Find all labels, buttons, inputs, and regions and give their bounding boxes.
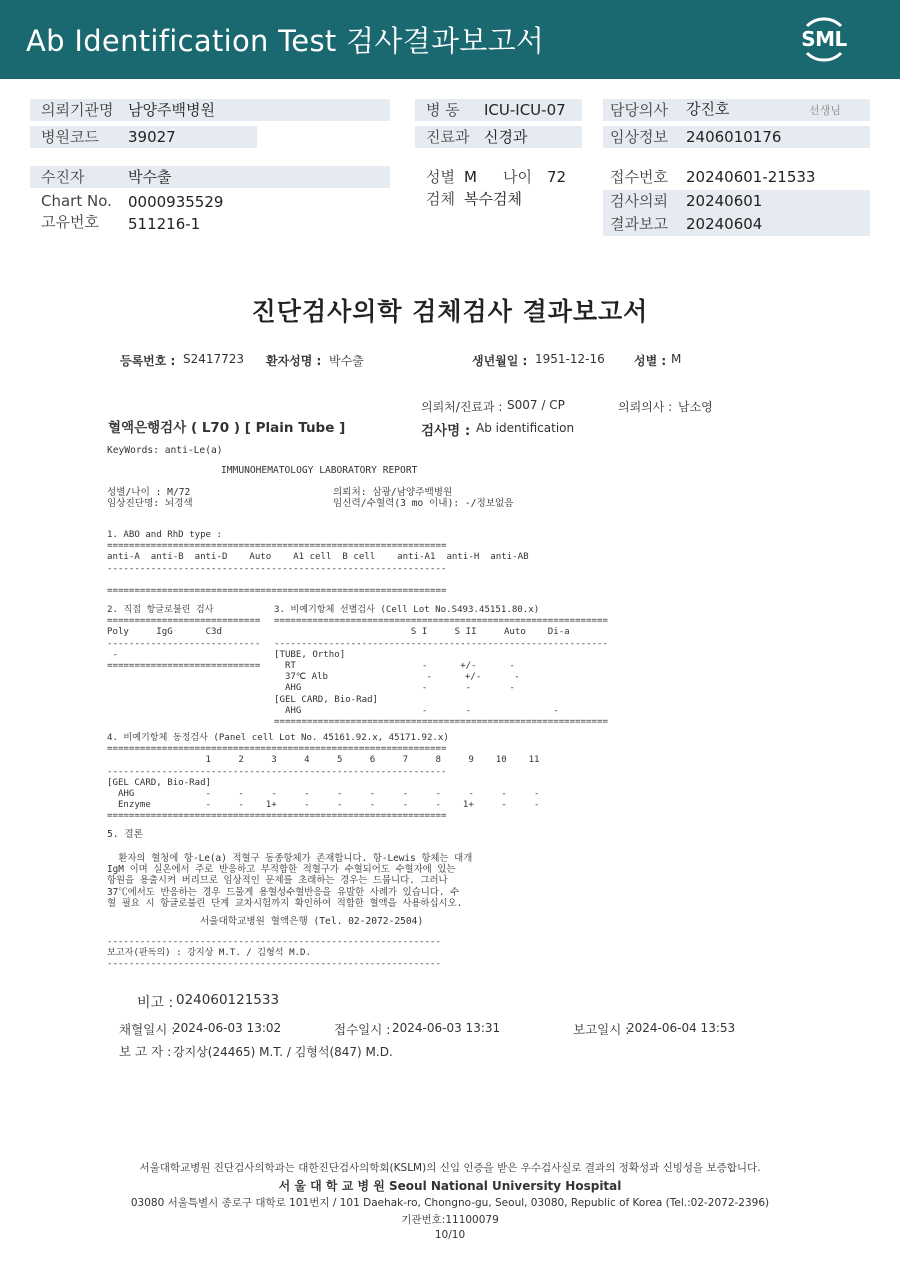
keywords: KeyWords: anti-Le(a): [107, 445, 223, 456]
reporter-block: ------------------------------------------------------------- 보고자(판독의) : 강지상 M.T. / 김형석 M.D. -------------------------------------------------------------: [107, 937, 441, 970]
patient-label: 수진자: [41, 168, 85, 186]
specimen-label: 검체: [426, 190, 455, 208]
section-conclusion-title: 5. 결론: [107, 829, 143, 840]
reporter-value: 강지상(24465) M.T. / 김형석(847) M.D.: [173, 1045, 393, 1059]
sex-label-report: 성별 :: [634, 354, 667, 368]
section-identification: 4. 비예기항체 동정검사 (Panel cell Lot No. 45161.92.x, 45171.92.x) ============================================================== 1 2 3 4 5 6 7 8 9 10 11 -------------------------------------------------------------- [GEL CARD, Bio-Rad] AHG - - - - - - - - - - - Enzyme - - 1+ - - - - - 1+ - - ==============================================================: [107, 733, 540, 822]
patient-value: 박수출: [128, 168, 172, 186]
result-label: 결과보고: [610, 215, 668, 233]
req-inst-value: 남양주백병원: [128, 101, 215, 119]
footer-certification: 서울대학교병원 진단검사의학과는 대한진단검사의학회(KSLM)의 신임 인증을 받은 우수검사실로 결과의 정확성과 신빙성을 보증합니다.: [139, 1162, 761, 1174]
report-dept-label: 의뢰처/진료과 :: [421, 400, 503, 414]
doctor-value: 강진호: [686, 100, 730, 118]
dept-value: 신경과: [484, 128, 528, 146]
req-inst-label: 의뢰기관명: [41, 101, 114, 119]
footer-address: 03080 서울특별시 종로구 대학로 101번지 / 101 Daehak-ro, Chongno-gu, Seoul, 03080, Republic of Korea (Tel.:02-2072-2396): [130, 1197, 770, 1209]
lab-info-left: 성별/나이 : M/72 임상진단명: 뇌경색: [107, 487, 193, 510]
sex-value-report: M: [671, 352, 682, 366]
dob-value: 1951-12-16: [535, 352, 605, 366]
test-name-label: 검사명 :: [421, 423, 471, 439]
section-screening: 3. 비예기항체 선별검사 (Cell Lot No.S493.45151.80.x) ============================================================= S I S II Auto Di-a ------------------------------------------------------------- [TUBE, Ortho] RT - +/- - 37℃ Alb - +/- - AHG - - - [GEL CARD, Bio-Rad] AHG - - - =============================================================: [274, 605, 608, 728]
section-abo-rhd: 1. ABO and RhD type : ============================================================== anti-A anti-B anti-D Auto A1 cell B cell anti-A1 anti-H anti-AB -------------------------------------------------------------- ==============================================================: [107, 530, 529, 597]
age-value: 72: [547, 168, 567, 186]
test-req-value: 20240601: [686, 192, 763, 210]
section-dat: 2. 직접 항글로불린 검사 ============================ Poly IgG C3d ---------------------------- - ============================: [107, 605, 261, 672]
hosp-code-value: 39027: [128, 128, 176, 146]
clinical-label: 임상정보: [610, 128, 668, 146]
receipt-label: 접수번호: [610, 168, 668, 186]
footer-inst-number: 기관번호:11100079: [401, 1214, 499, 1226]
ward-label: 병 동: [426, 101, 460, 119]
uid-value: 511216-1: [128, 215, 201, 233]
sml-logo-icon: [795, 12, 853, 67]
reg-label: 등록번호 :: [120, 354, 176, 368]
header-title: Ab Identification Test 검사결과보고서: [26, 24, 545, 58]
doctor-label: 담당의사: [610, 101, 668, 119]
collect-label: 채혈일시 :: [119, 1022, 176, 1037]
sex-value: M: [464, 168, 477, 186]
header-bar: [0, 0, 900, 79]
name-label: 환자성명 :: [266, 354, 322, 368]
footer-page-number: 10/10: [434, 1229, 466, 1241]
test-title: 혈액은행검사 ( L70 ) [ Plain Tube ]: [108, 420, 346, 436]
result-value: 20240604: [686, 215, 763, 233]
report-time-value: 2024-06-04 13:53: [627, 1021, 736, 1035]
lab-report-title: IMMUNOHEMATOLOGY LABORATORY REPORT: [221, 465, 418, 476]
lab-info-right: 의뢰처: 삼광/남양주백병원 임신력/수혈력(3 mo 이내): -/정보없음: [333, 487, 514, 510]
report-doctor-value: 남소영: [678, 400, 713, 414]
logo-text: SML: [801, 27, 847, 51]
chart-value: 0000935529: [128, 193, 224, 211]
hosp-code-label: 병원코드: [41, 128, 99, 146]
uid-label: 고유번호: [41, 213, 99, 231]
specimen-value: 복수검체: [464, 190, 522, 208]
age-label: 나이: [503, 168, 532, 186]
reporter-label: 보 고 자 :: [119, 1044, 172, 1059]
accept-value: 2024-06-03 13:31: [392, 1021, 501, 1035]
doctor-suffix: 선생님: [809, 104, 841, 117]
report-dept-value: S007 / CP: [507, 398, 565, 412]
receipt-value: 20240601-21533: [686, 168, 816, 186]
remark-value: 024060121533: [176, 992, 280, 1008]
test-name-value: Ab identification: [476, 421, 575, 435]
accept-label: 접수일시 :: [334, 1022, 391, 1037]
remark-label: 비고 :: [137, 995, 174, 1011]
ward-value: ICU-ICU-07: [484, 101, 566, 119]
reg-value: S2417723: [183, 352, 245, 366]
dob-label: 생년월일 :: [472, 354, 528, 368]
sex-label: 성별: [426, 168, 455, 186]
report-doctor-label: 의뢰의사 :: [618, 400, 673, 414]
chart-label: Chart No.: [41, 192, 112, 210]
collect-value: 2024-06-03 13:02: [173, 1021, 282, 1035]
dept-label: 진료과: [426, 128, 470, 146]
report-title: 진단검사의학 검체검사 결과보고서: [251, 297, 649, 326]
test-req-label: 검사의뢰: [610, 192, 668, 210]
name-value: 박수출: [329, 354, 364, 368]
section-conclusion-body: 환자의 혈청에 항-Le(a) 적혈구 동종항체가 존재합니다. 항-Lewis 항체는 대개 IgM 이며 실온에서 주로 반응하고 부적합한 적혈구가 수혈되어도 수혈자에 있는 항원을 용출시켜 버리므로 임상적인 문제를 초래하는 경우는 드뭅니다. 그러나 37℃에서도 반응하는 경우 드물게 용혈성수혈반응을 유발한 사례가 있습니다. 수 혈 필요 시 항글로불린 단계 교차시험까지 확인하여 적합한 혈액을 사용하십시오.: [107, 853, 473, 909]
clinical-value: 2406010176: [686, 128, 782, 146]
report-time-label: 보고일시 :: [573, 1022, 630, 1037]
footer-hospital-name: 서 울 대 학 교 병 원 Seoul National University Hospital: [278, 1179, 622, 1193]
bloodbank-contact: 서울대학교병원 혈액은행 (Tel. 02-2072-2504): [200, 916, 424, 927]
